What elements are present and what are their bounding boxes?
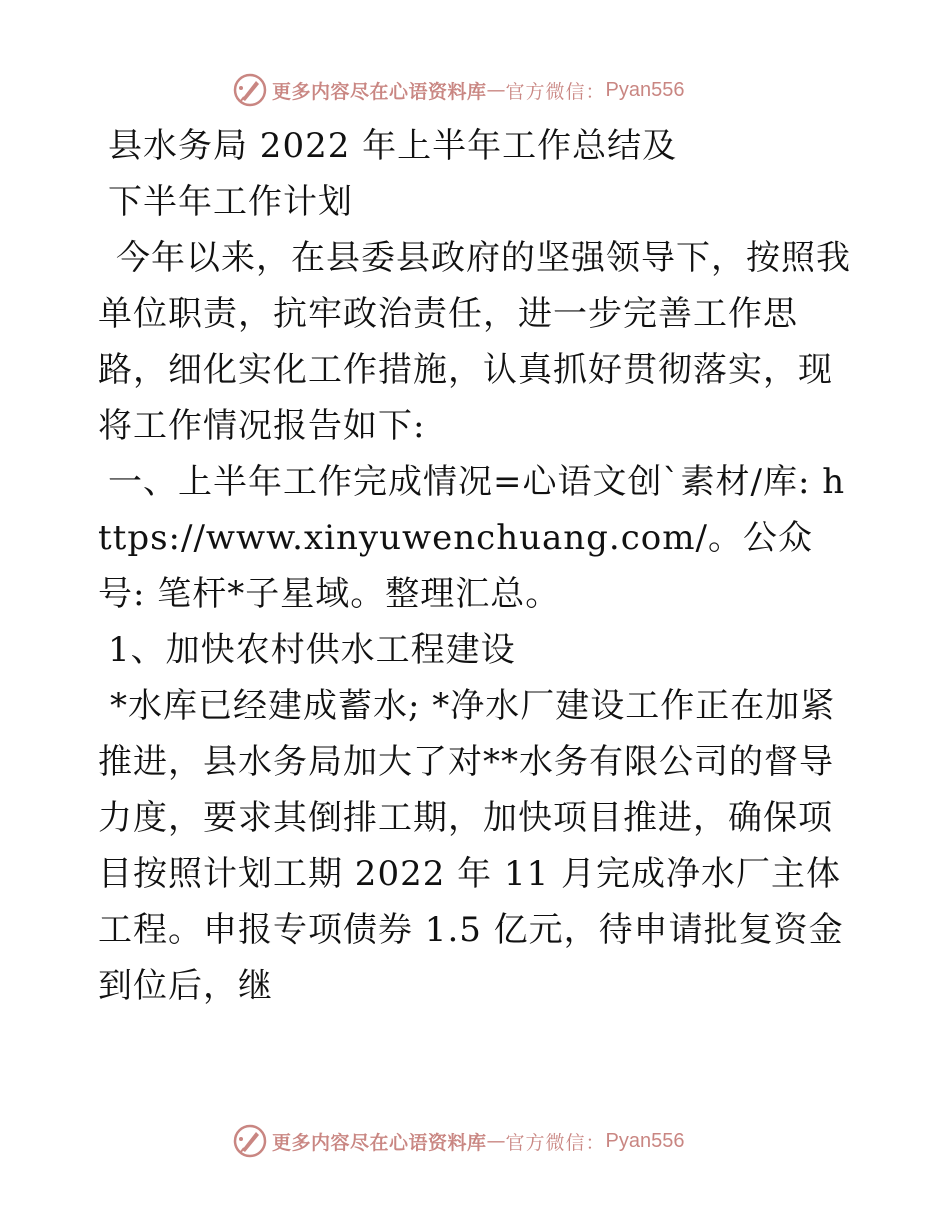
watermark-wechat-id: Pyan556 <box>605 78 685 101</box>
watermark-wechat-label: 官方微信： <box>505 1131 606 1154</box>
document-body <box>98 118 858 1014</box>
document-title-line1: 县水务局 2022 年上半年工作总结及 <box>108 126 678 166</box>
intro-paragraph: 今年以来，在县委县政府的坚强领导下，按照我单位职责，抗牢政治责任，进一步完善工作思路，细化实化工作措施，认真抓好贯彻落实，现将工作情况报告如下: <box>98 238 851 446</box>
quill-pen-logo-icon <box>232 72 268 108</box>
section1-heading: 一、上半年工作完成情况=心语文创`素材/库: https://www.xinyuwenchuang.com/。公众号: 笔杆*子星域。整理汇总。 <box>98 462 846 614</box>
document-title-line2: 下半年工作计划 <box>108 182 353 222</box>
watermark-wechat-label: 官方微信： <box>505 80 606 103</box>
quill-pen-logo-icon <box>232 1123 268 1159</box>
watermark-dash: — <box>486 1130 506 1152</box>
watermark-dash: — <box>486 79 506 101</box>
watermark-text: 更多内容尽在心语资料库 <box>272 1131 487 1154</box>
watermark-footer <box>232 1121 685 1161</box>
watermark-wechat-id: Pyan556 <box>605 1129 685 1152</box>
subsection1-heading: 1、加快农村供水工程建设 <box>108 630 516 670</box>
watermark-header <box>232 70 685 110</box>
subsection1-body: *水库已经建成蓄水; *净水厂建设工作正在加紧推进，县水务局加大了对**水务有限公司的督导力度，要求其倒排工期，加快项目推进，确保项目按照计划工期 2022 年 11 月完成净水厂主体工程。申报专项债券 1.5 亿元，待申请批复资金到位后，继 <box>98 686 844 1006</box>
watermark-text: 更多内容尽在心语资料库 <box>272 80 487 103</box>
